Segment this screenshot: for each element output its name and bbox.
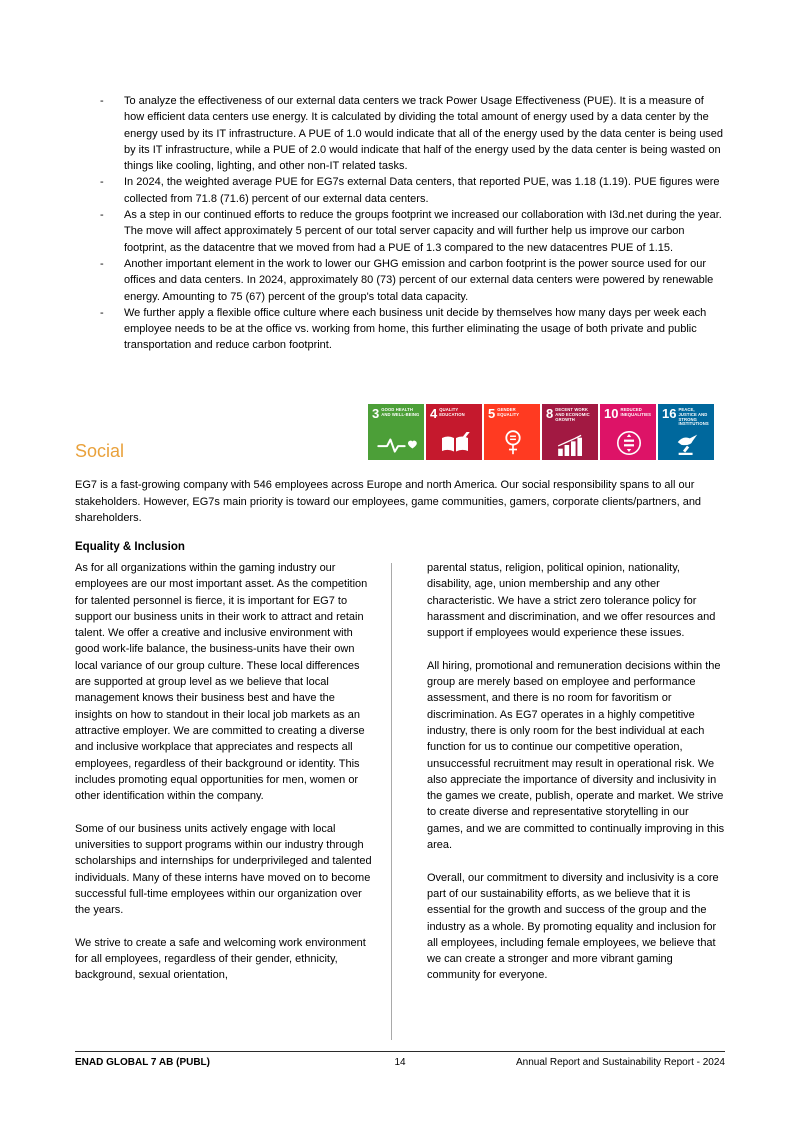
sdg-tile-5 xyxy=(484,404,540,460)
growth-chart-icon xyxy=(546,434,595,456)
sdg-label: GOOD HEALTH AND WELL-BEING xyxy=(381,407,420,417)
footer-rule xyxy=(75,1051,725,1052)
heartbeat-icon xyxy=(372,434,421,456)
sdg-tile-header xyxy=(430,407,479,420)
sdg-number: 3 xyxy=(372,406,380,421)
social-intro-paragraph: EG7 is a fast-growing company with 546 employees across Europe and north America. Our social responsibility spans to all our stakeholders. However, EG7s main priority is toward our employees, game communities, gamers, corporate clients/partners, and shareholders. xyxy=(75,479,702,524)
bullet-marker: - xyxy=(100,95,104,107)
bullet-text-pue-2024: In 2024, the weighted average PUE for EG7s external Data centers, that reported PUE, was 1.18 (1.19). PUE figures were collected from 71.8 (71.6) percent of our external data centers. xyxy=(124,176,720,205)
column-divider xyxy=(391,563,392,1040)
sdg-tile-header xyxy=(372,407,421,420)
sdg-label: REDUCED INEQUALITIES xyxy=(620,407,651,417)
bullet-text-flexible-office: We further apply a flexible office culture where each business unit decide by themselves how many days per week each employee needs to be at the office vs. working from home, this further eliminating the usage of both private and public transportation and reduce carbon footprint. xyxy=(124,306,707,352)
sdg-tile-8 xyxy=(542,404,598,460)
bullet-item xyxy=(100,174,725,207)
bullet-item xyxy=(100,305,725,354)
paragraph-safe-environment: We strive to create a safe and welcoming work environment for all employees, regardless of their gender, ethnicity, background, sexual orientation, xyxy=(75,936,366,982)
bullet-item xyxy=(100,93,725,174)
bullet-text-renewable-energy: Another important element in the work to lower our GHG emission and carbon footprint is the power source used for our offices and data centers. In 2024, approximately 80 (73) percent of our external data centers were powered by renewable energy. Amounting to 75 (67) percent of the group's total data capacity. xyxy=(124,257,714,303)
bullet-marker: - xyxy=(100,209,104,222)
sdg-label: DECENT WORK AND ECONOMIC GROWTH xyxy=(555,407,590,422)
bullet-marker: - xyxy=(100,176,104,189)
sdg-label: GENDER EQUALITY xyxy=(497,407,520,417)
left-column xyxy=(75,560,373,984)
section-heading-social: Social xyxy=(75,441,125,461)
bullet-marker: - xyxy=(100,306,104,319)
sdg-tile-header xyxy=(604,407,653,420)
sdg-tile-4 xyxy=(426,404,482,460)
sdg-tile-3 xyxy=(368,404,424,460)
bullet-list xyxy=(100,93,725,354)
gender-equality-icon xyxy=(488,428,537,456)
sdg-tile-header xyxy=(488,407,537,420)
bullet-marker: - xyxy=(100,257,104,270)
bullet-text-pue-definition: To analyze the effectiveness of our external data centers we track Power Usage Effectiveness (PUE). It is a measure of how efficient data centers use energy. It is calculated by dividing the total amount of energy used by a data center by the energy used by its IT infrastructure. A PUE of 1.0 would indicate that all of the energy used by the data center is being used by its IT infrastructure, while a PUE of 2.0 would indicate that half of the energy used by the data center is being wasted on things like cooling, lighting, and other non-IT related tasks. xyxy=(124,95,724,173)
footer-page-number: 14 xyxy=(394,1057,406,1068)
paragraph-overall-commitment: Overall, our commitment to diversity and inclusivity is a core part of our sustainability efforts, as we believe that it is essential for the growth and success of the group and the industry as a whole. By promoting equality and inclusion for all employees, including female employees, we believe that we can create a stronger and more vibrant gaming community for everyone. xyxy=(427,871,719,982)
sdg-label: QUALITY EDUCATION xyxy=(439,407,465,417)
bullet-item xyxy=(100,207,725,256)
section-heading-equality-inclusion: Equality & Inclusion xyxy=(75,541,185,553)
sdg-tile-header xyxy=(662,407,711,427)
paragraph-zero-tolerance: parental status, religion, political opinion, nationality, disability, age, union membership and any other characteristic. We have a strict zero tolerance policy for harassment and discrimination, and we offer resources and support if employees would experience these issues. xyxy=(427,562,716,640)
sdg-tile-header xyxy=(546,407,595,422)
footer-company: ENAD GLOBAL 7 AB (PUBL) xyxy=(75,1057,210,1068)
equality-circle-icon xyxy=(604,430,653,456)
paragraph-universities: Some of our business units actively engage with local universities to support programs within our industry through scholarships and internships for underprivileged and talented individuals. Many of these interns have moved on to become successful full-time employees within our organization over the years. xyxy=(75,822,372,917)
sdg-icon-row xyxy=(368,404,714,460)
sdg-number: 4 xyxy=(430,406,438,421)
sdg-number: 8 xyxy=(546,406,554,421)
page-footer xyxy=(75,1057,725,1068)
footer-report-title: Annual Report and Sustainability Report - 2024 xyxy=(515,1057,725,1068)
bullet-text-i3d-collaboration: As a step in our continued efforts to reduce the groups footprint we increased our collaboration with I3d.net during the year. The move will affect approximately 5 percent of our total server capacity and will further help us improve our carbon footprint, as the datacentre that we moved from had a PUE of 1.3 compared to the new datacentres PUE of 1.15. xyxy=(124,209,722,254)
sdg-tile-16 xyxy=(658,404,714,460)
sdg-label: PEACE, JUSTICE AND STRONG INSTITUTIONS xyxy=(678,407,709,427)
equality-columns xyxy=(75,560,725,984)
dove-gavel-icon xyxy=(662,430,711,456)
bullet-item xyxy=(100,256,725,305)
paragraph-talent: As for all organizations within the gaming industry our employees are our most important asset. As the competition for talented personnel is fierce, it is important for EG7 to support our business units in their work to attract and retain talent. We offer a creative and inclusive environment with good work-life balance, the business-units have their own local variance of our group culture. These local differences are supported at group level as we believe that local management knows their business best and have the insights on how to standout in their local job markets as an attractive employer. We are committed to creating a diverse and inclusive workplace that appreciates and respects all employees, regardless of their background or identity. This includes promoting equal opportunities for men, women or other identification within the company. xyxy=(75,562,368,803)
sdg-number: 16 xyxy=(662,406,677,421)
paragraph-hiring: All hiring, promotional and remuneration decisions within the group are merely based on employee and performance assessment, and there is no room for favoritism or discrimination. As EG7 operates in a highly competitive industry, there is only room for the best individual at each function for us to continue our competitive operation, unsuccessful recruitment may result in operational risk. We also appreciate the importance of diversity and inclusivity in the games we create, publish, operate and market. We strive to create diverse and representative storytelling in our games, and we are committed to continually improving in this area. xyxy=(427,659,725,852)
open-book-icon xyxy=(430,432,479,456)
right-column xyxy=(427,560,725,984)
sdg-number: 10 xyxy=(604,406,619,421)
sdg-number: 5 xyxy=(488,406,496,421)
sdg-tile-10 xyxy=(600,404,656,460)
